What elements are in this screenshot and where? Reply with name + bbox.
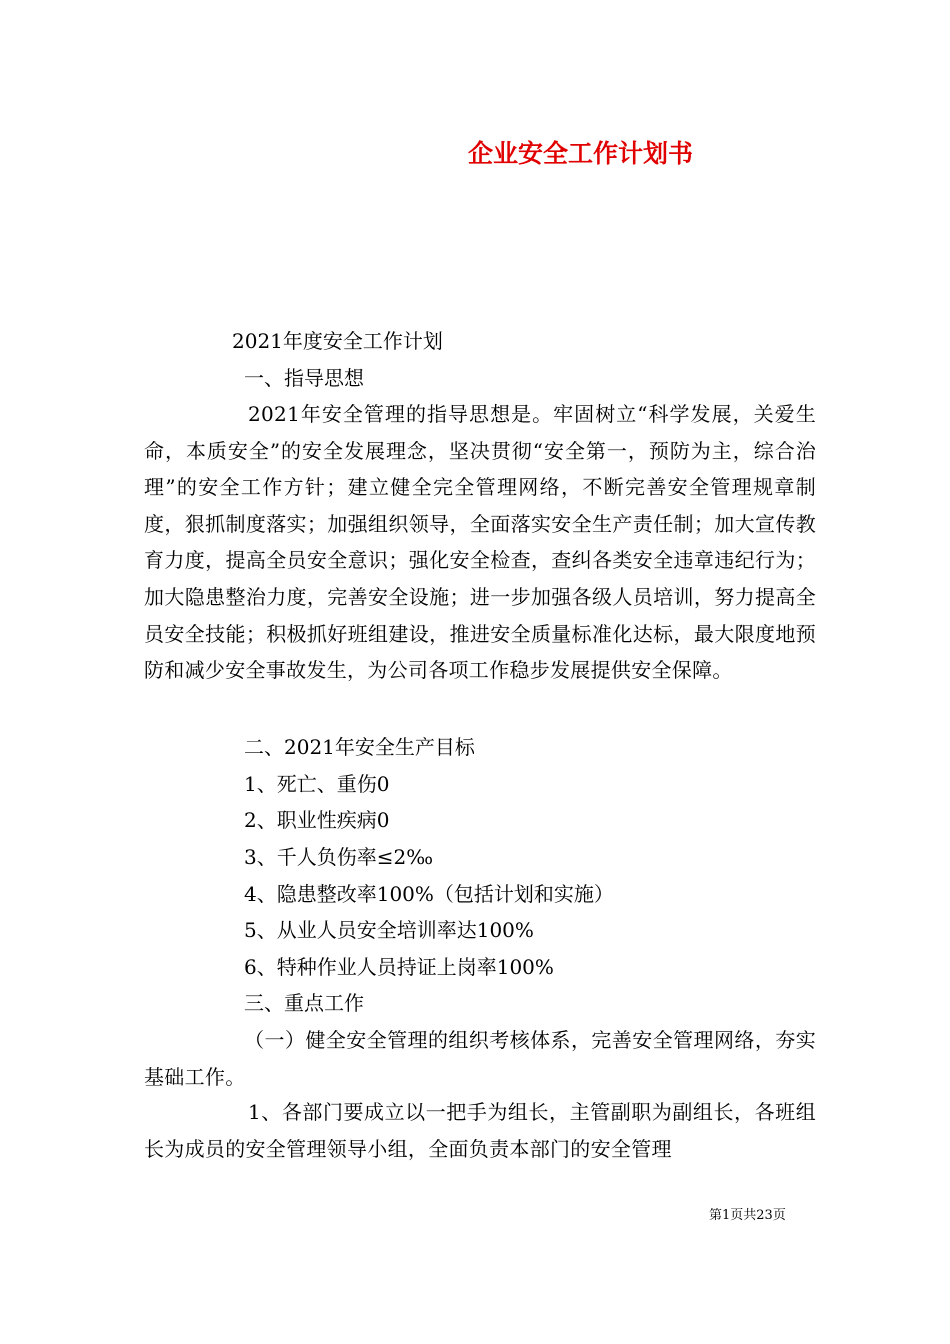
goal-item: 4、隐患整改率100%（包括计划和实施） bbox=[244, 882, 614, 906]
item-1-text: 1、各部门要成立以一把手为组长，主管副职为副组长，各班组长为成员的安全管理领导小组，全面负责本部门的安全管理 bbox=[144, 1100, 816, 1161]
item-1-paragraph bbox=[144, 1094, 816, 1167]
plan-heading: 2021年度安全工作计划 bbox=[232, 329, 443, 353]
section-3-title: 三、重点工作 bbox=[244, 991, 364, 1015]
goal-item: 2、职业性疾病0 bbox=[244, 808, 390, 832]
document-title: 企业安全工作计划书 bbox=[468, 139, 694, 168]
section-1-text: 2021年安全管理的指导思想是。牢固树立“科学发展，关爱生命，本质安全”的安全发展理念，坚决贯彻“安全第一，预防为主，综合治理”的安全工作方针；建立健全完全管理网络，不断完善安全管理规章制度，狠抓制度落实；加强组织领导，全面落实安全生产责任制；加大宣传教育力度，提高全员安全意识；强化安全检查，查纠各类安全违章违纪行为；加大隐患整治力度，完善安全设施；进一步加强各级人员培训，努力提高全员安全技能；积极抓好班组建设，推进安全质量标准化达标，最大限度地预防和减少安全事故发生，为公司各项工作稳步发展提供安全保障。 bbox=[144, 402, 816, 683]
section-2-title: 二、2021年安全生产目标 bbox=[244, 735, 475, 759]
subsection-1-paragraph bbox=[144, 1022, 816, 1095]
page-footer: 第1页共23页 bbox=[709, 1208, 786, 1223]
goal-item: 1、死亡、重伤0 bbox=[244, 772, 390, 796]
goal-item: 6、特种作业人员持证上岗率100% bbox=[244, 955, 554, 979]
goal-item: 3、千人负伤率≤2‰ bbox=[244, 845, 434, 869]
section-1-title: 一、指导思想 bbox=[244, 366, 364, 390]
subsection-1-text: （一）健全安全管理的组织考核体系，完善安全管理网络，夯实基础工作。 bbox=[144, 1028, 816, 1089]
section-1-paragraph bbox=[144, 396, 816, 689]
goal-item: 5、从业人员安全培训率达100% bbox=[244, 918, 534, 942]
